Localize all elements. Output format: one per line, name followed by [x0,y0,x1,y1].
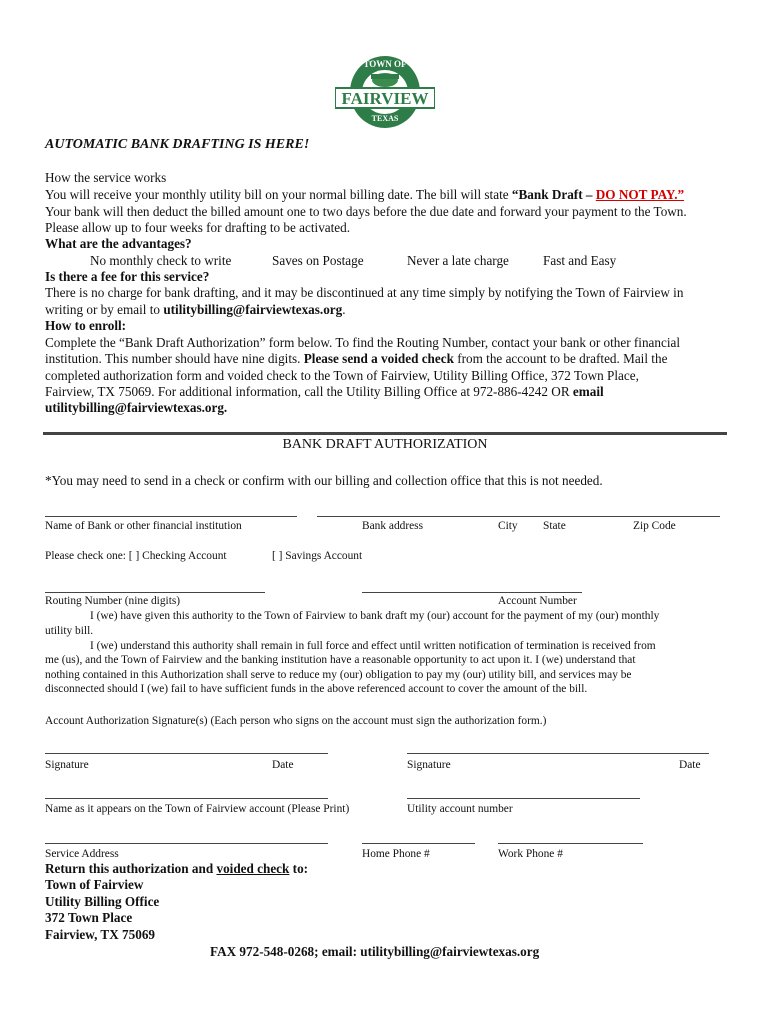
email-link[interactable]: utilitybilling@fairviewtexas.org [163,302,343,317]
return-address-line-1: Town of Fairview [45,877,144,892]
fee-line-2-end: . [342,302,346,317]
enroll-line-1: Complete the “Bank Draft Authorization” form below. To find the Routing Number, contact your bank or other financial [45,335,681,350]
authorization-text-1: I (we) have given this authority to the Town of Fairview to bank draft my (our) account for the payment of my (our) monthly [90,610,660,622]
signature-label-1: Signature [45,759,89,771]
account-name-label: Name as it appears on the Town of Fairview account (Please Print) [45,803,350,815]
utility-account-field[interactable] [407,798,640,799]
fee-title: Is there a fee for this service? [45,269,210,284]
service-title: How the service works [45,170,167,185]
account-number-field[interactable] [362,592,582,593]
signature-label-2: Signature [407,759,451,771]
routing-number-field[interactable] [45,592,265,593]
form-note: *You may need to send in a check or confirm with our billing and collection office that this is not needed. [45,473,603,488]
authorization-text-2: I (we) understand this authority shall remain in full force and effect until written notification of termination is received from [90,640,656,652]
utility-account-label: Utility account number [407,803,513,815]
section-divider [43,432,727,435]
authorization-text-2b: me (us), and the Town of Fairview and the banking institution have a reasonable opportunity to act upon it. I (we) understand that [45,654,636,666]
bank-name-label: Name of Bank or other financial institution [45,520,242,532]
enroll-line-3: completed authorization form and voided check to the Town of Fairview, Utility Billing Office, 372 Town Place, [45,368,639,383]
return-address-line-2: Utility Billing Office [45,894,160,909]
enroll-line-4-text: Fairview, TX 75069. For additional information, call the Utility Billing Office at 972-886-4242 OR [45,384,573,399]
town-logo [335,52,435,132]
authorization-text-2d: disconnected should I (we) fail to have sufficient funds in the above referenced account to cover the amount of the bill. [45,683,588,695]
service-address-field[interactable] [45,843,328,844]
service-address-label: Service Address [45,848,119,860]
date-label-1: Date [272,759,294,771]
home-phone-field[interactable] [362,843,475,844]
authorization-text-1b: utility bill. [45,625,94,637]
service-line-1 [45,187,684,204]
enroll-title: How to enroll: [45,318,127,333]
return-text-end: to: [289,861,309,876]
voided-check-instruction: Please send a voided check [303,351,454,366]
bank-draft-label: “Bank Draft – [511,187,596,202]
enroll-email[interactable]: utilitybilling@fairviewtexas.org. [45,400,228,415]
fee-line-2 [45,302,346,319]
enroll-line-2-end: from the account to be drafted. Mail the [453,351,668,366]
routing-number-label: Routing Number (nine digits) [45,595,181,607]
email-label: email [572,384,604,399]
advantage-item: Fast and Easy [543,253,617,268]
return-text: Return this authorization and [45,861,217,876]
advantage-item: No monthly check to write [90,253,232,268]
form-title: BANK DRAFT AUTHORIZATION [282,437,488,452]
service-line-2: Your bank will then deduct the billed amount one to two days before the due date and forward your payment to the Town. [45,204,687,219]
city-label: City [498,520,518,532]
advantage-item: Saves on Postage [272,253,364,268]
bank-address-field[interactable] [317,516,720,517]
signature-field-1[interactable] [45,753,328,754]
savings-account-option[interactable]: [ ] Savings Account [272,550,363,562]
svg-text:TOWN OF: TOWN OF [363,59,407,69]
fee-line-1: There is no charge for bank drafting, and it may be discontinued at any time simply by notifying the Town of Fairview in [45,285,684,300]
return-instruction [45,861,308,878]
svg-text:FAIRVIEW: FAIRVIEW [341,89,429,108]
fax-email-line: FAX 972-548-0268; email: utilitybilling@fairviewtexas.org [210,944,540,959]
fee-line-2-text: writing or by email to [45,302,164,317]
signature-field-2[interactable] [407,753,709,754]
enroll-line-4 [45,384,604,401]
account-number-label: Account Number [498,595,577,607]
authorization-text-2c: nothing contained in this Authorization shall serve to reduce my (our) obligation to pay my (our) utility bill, and services may be [45,669,632,681]
work-phone-label: Work Phone # [498,848,563,860]
page-heading: AUTOMATIC BANK DRAFTING IS HERE! [45,137,310,152]
enroll-line-2 [45,351,667,368]
state-label: State [543,520,566,532]
zip-label: Zip Code [633,520,676,532]
checking-account-option[interactable]: Please check one: [ ] Checking Account [45,550,227,562]
service-line-3: Please allow up to four weeks for drafting to be activated. [45,220,351,235]
home-phone-label: Home Phone # [362,848,430,860]
bank-address-label: Bank address [362,520,424,532]
date-label-2: Date [679,759,701,771]
town-seal-icon [335,52,435,132]
do-not-pay-label: DO NOT PAY.” [595,187,685,202]
account-name-field[interactable] [45,798,328,799]
advantage-item: Never a late charge [407,253,509,268]
return-address-line-3: 372 Town Place [45,910,133,925]
advantages-title: What are the advantages? [45,236,192,251]
return-address-line-4: Fairview, TX 75069 [45,927,156,942]
svg-text:TEXAS: TEXAS [371,114,399,123]
signature-note: Account Authorization Signature(s) (Each person who signs on the account must sign the authorization form.) [45,715,547,727]
enroll-line-2-text: institution. This number should have nine digits. [45,351,304,366]
service-line-1-text: You will receive your monthly utility bill on your normal billing date. The bill will state [45,187,512,202]
bank-name-field[interactable] [45,516,297,517]
work-phone-field[interactable] [498,843,643,844]
voided-check-underlined: voided check [216,861,290,876]
